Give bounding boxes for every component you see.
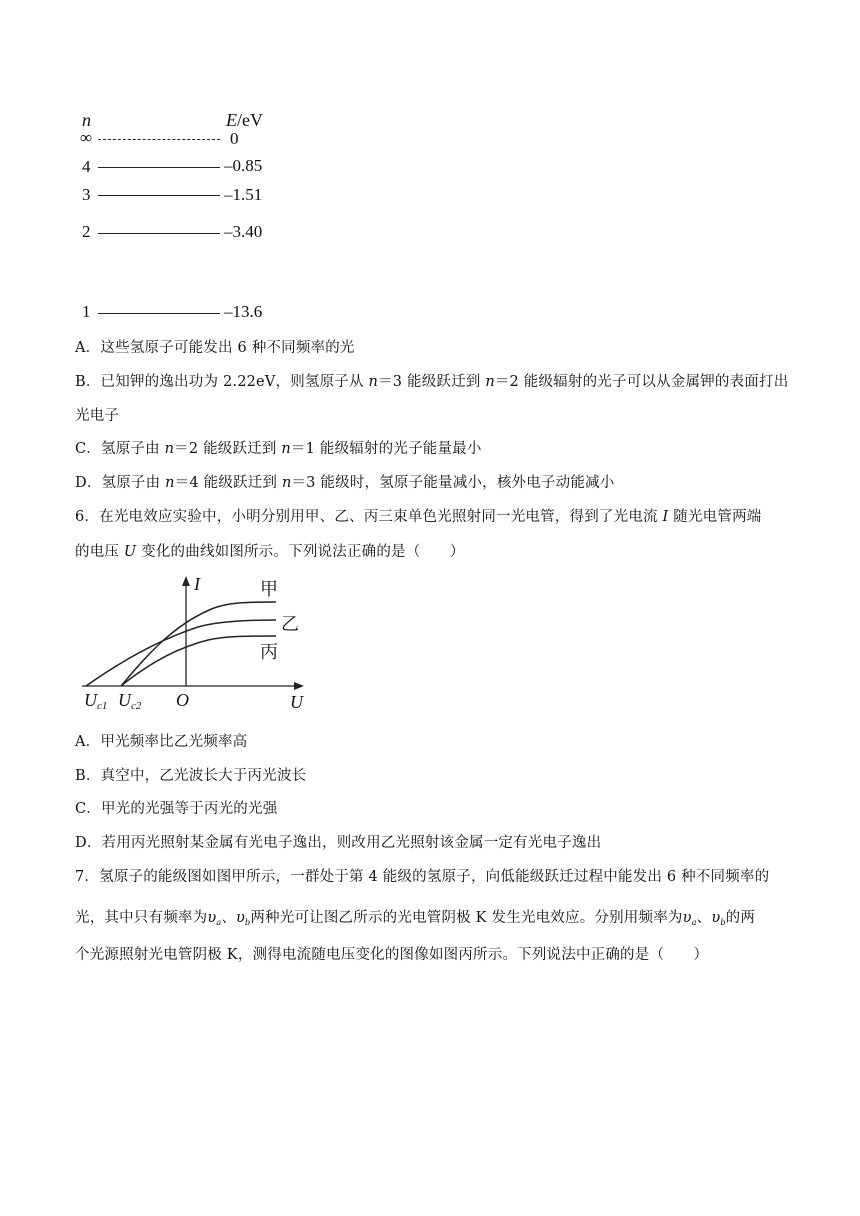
curve-jia [121, 602, 276, 686]
level-line-4 [98, 167, 220, 168]
graph-uc2-label: $U_{c2}$ [118, 690, 142, 712]
graph-yi-label: 乙 [281, 614, 299, 635]
q5-option-d: D．氢原子由 n＝4 能级跃迁到 n＝3 能级时，氢原子能量减小，核外电子动能减小 [75, 475, 615, 491]
u-axis-arrow [294, 682, 304, 690]
q6-option-b: B．真空中，乙光波长大于丙光波长 [75, 768, 307, 784]
level-e-4: –0.85 [224, 156, 263, 175]
q6-stem-line1: 6．在光电效应实验中，小明分别用甲、乙、丙三束单色光照射同一光电管，得到了光电流 I 随光电管两端 [75, 509, 762, 525]
graph-i-label: I [194, 574, 200, 594]
n-axis-label: n [82, 110, 91, 130]
q6-option-c: C．甲光的光强等于丙光的光强 [75, 801, 278, 817]
curve-bing [121, 636, 276, 686]
q7-stem-line2: 光，其中只有频率为$\upsilon_a$、$\upsilon_b$两种光可让图乙所示的光电管阴极 K 发生光电效应。分别用频率为$\upsilon_a$、$\upsilon_b$的两 [75, 910, 756, 927]
q7-stem-line3: 个光源照射光电管阴极 K，测得电流随电压变化的图像如图丙所示。下列说法中正确的是（ ） [75, 947, 709, 963]
level-e-infinity: 0 [230, 129, 239, 148]
q6-stem-line2: 的电压 U 变化的曲线如图所示。下列说法正确的是（ ） [75, 544, 465, 560]
graph-jia-label: 甲 [260, 579, 278, 600]
q5-option-a: A．这些氢原子可能发出 6 种不同频率的光 [75, 340, 355, 356]
i-axis-arrow [182, 576, 190, 586]
curve-yi [86, 620, 276, 686]
level-e-3: –1.51 [224, 185, 263, 204]
level-e-1: –13.6 [224, 302, 263, 321]
q6-option-a: A．甲光频率比乙光频率高 [75, 734, 248, 750]
level-line-2 [98, 233, 220, 234]
energy-axis-label: E/eV [226, 110, 263, 130]
level-line-3 [98, 195, 220, 196]
graph-bing-label: 丙 [260, 642, 278, 663]
q7-stem-line1: 7．氢原子的能级图如图甲所示，一群处于第 4 能级的氢原子，向低能级跃迁过程中能发出 6 种不同频率的 [75, 869, 770, 885]
q6-option-d: D．若用丙光照射某金属有光电子逸出，则改用乙光照射该金属一定有光电子逸出 [75, 835, 602, 851]
iu-graph [76, 572, 316, 722]
level-n-infinity: ∞ [80, 128, 93, 147]
graph-origin-label: O [176, 690, 189, 710]
level-n-1: 1 [82, 302, 91, 321]
level-n-4: 4 [82, 157, 91, 176]
level-e-2: –3.40 [224, 222, 263, 241]
graph-u-label: U [290, 692, 303, 712]
q5-option-b: B．已知钾的逸出功为 2.22eV，则氢原子从 n＝3 能级跃迁到 n＝2 能级辐射的光子可以从金属钾的表面打出 [75, 374, 789, 390]
level-line-1 [98, 313, 220, 314]
q5-option-c: C．氢原子由 n＝2 能级跃迁到 n＝1 能级辐射的光子能量最小 [75, 441, 482, 457]
level-n-3: 3 [82, 185, 91, 204]
graph-uc1-label: $U_{c1}$ [84, 690, 108, 712]
q5-option-b-cont: 光电子 [75, 408, 120, 424]
level-n-2: 2 [82, 222, 91, 241]
level-line-infinity [98, 139, 220, 140]
